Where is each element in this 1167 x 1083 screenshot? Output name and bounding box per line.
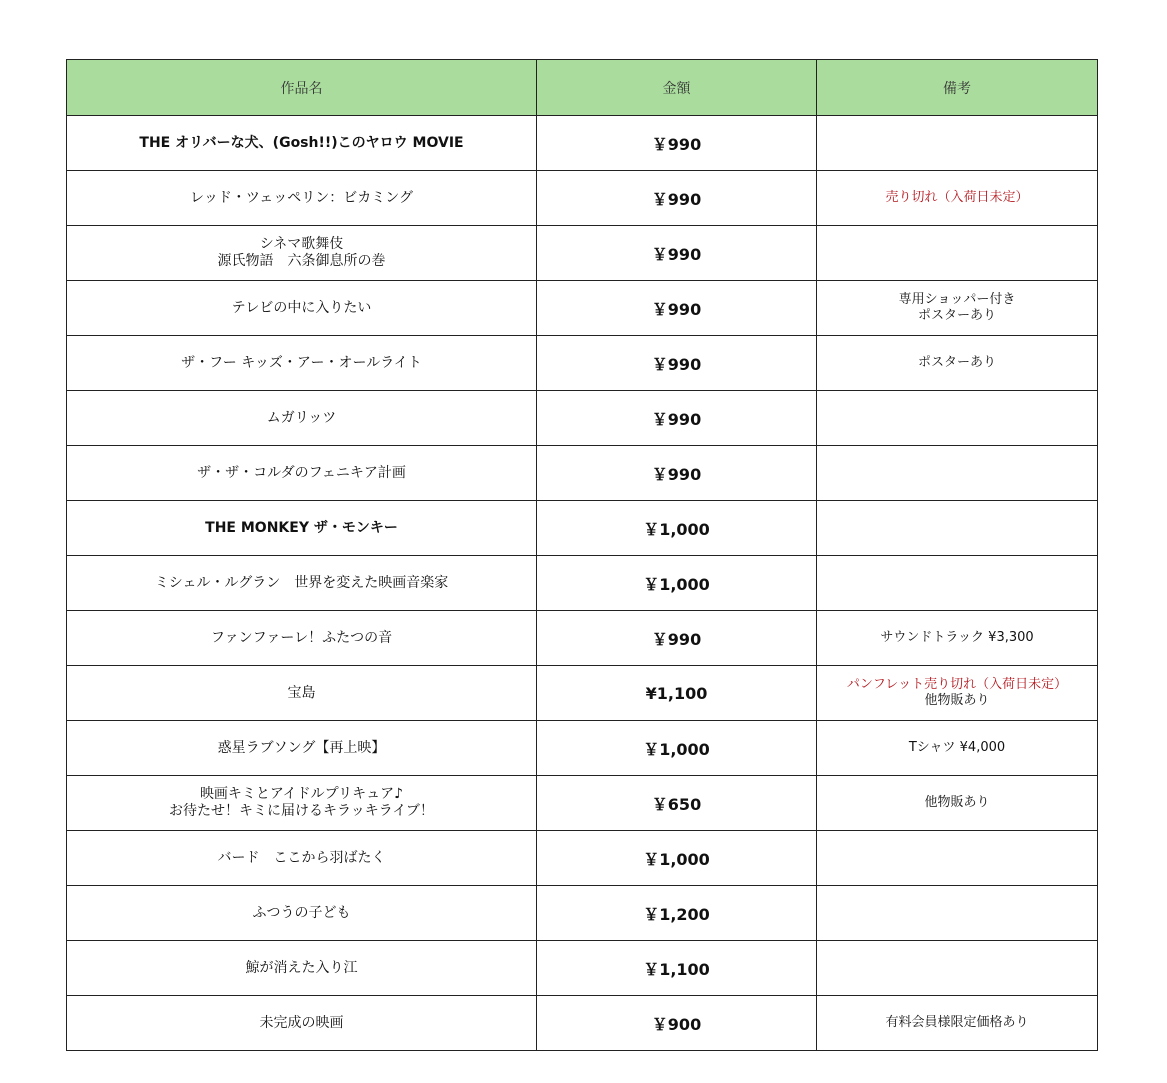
table-row <box>67 996 1098 1051</box>
title-line: テレビの中に入りたい <box>231 299 372 316</box>
note-line: ポスターあり <box>917 308 996 323</box>
note-alert: 売り切れ（入荷日未定） <box>885 190 1029 205</box>
note-cell <box>817 501 1098 556</box>
table-row <box>67 391 1098 446</box>
title-cell <box>67 886 537 941</box>
title-line: バード ここから羽ばたく <box>217 849 386 866</box>
price-cell: ￥1,100 <box>537 941 817 996</box>
table-row <box>67 281 1098 336</box>
header-price: 金額 <box>537 60 817 116</box>
title-cell <box>67 391 537 446</box>
note-cell <box>817 776 1098 831</box>
table-row <box>67 336 1098 391</box>
title-cell <box>67 226 537 281</box>
table-row <box>67 941 1098 996</box>
title-cell <box>67 721 537 776</box>
price-cell: ￥990 <box>537 336 817 391</box>
table-row <box>67 611 1098 666</box>
price-cell: ￥990 <box>537 116 817 171</box>
note-alert: パンフレット売り切れ（入荷日未定） <box>846 677 1068 692</box>
note-cell <box>817 116 1098 171</box>
title-cell <box>67 336 537 391</box>
table-row <box>67 501 1098 556</box>
title-line: THE オリバーな犬、(Gosh!!)このヤロウ MOVIE <box>139 134 464 151</box>
price-cell: ￥1,000 <box>537 721 817 776</box>
title-cell <box>67 776 537 831</box>
title-line: 宝島 <box>287 684 316 701</box>
note-line: Tシャツ ¥4,000 <box>908 740 1006 755</box>
table-row <box>67 171 1098 226</box>
title-line: ファンファーレ！ふたつの音 <box>210 629 393 646</box>
note-cell <box>817 336 1098 391</box>
header-note: 備考 <box>817 60 1098 116</box>
note-line: 専用ショッパー付き <box>898 292 1016 307</box>
note-line: 他物販あり <box>924 795 990 810</box>
note-cell <box>817 226 1098 281</box>
price-cell: ￥1,000 <box>537 501 817 556</box>
price-cell: ¥1,100 <box>537 666 817 721</box>
note-cell <box>817 941 1098 996</box>
note-cell <box>817 721 1098 776</box>
note-cell <box>817 611 1098 666</box>
price-cell: ￥1,000 <box>537 556 817 611</box>
title-line: ふつうの子ども <box>252 904 351 921</box>
table-row <box>67 556 1098 611</box>
title-line: THE MONKEY ザ・モンキー <box>205 519 398 536</box>
title-line: 源氏物語 六条御息所の巻 <box>217 253 386 269</box>
price-cell: ￥990 <box>537 391 817 446</box>
price-cell: ￥900 <box>537 996 817 1051</box>
title-cell <box>67 611 537 666</box>
title-line: ミシェル・ルグラン 世界を変えた映画音楽家 <box>154 574 449 591</box>
price-cell: ￥650 <box>537 776 817 831</box>
price-cell: ￥990 <box>537 611 817 666</box>
note-cell <box>817 886 1098 941</box>
note-cell <box>817 831 1098 886</box>
table-header <box>67 60 1098 116</box>
title-line: お待たせ！キミに届けるキラッキライブ！ <box>169 803 434 819</box>
note-line: 他物販あり <box>924 693 990 708</box>
title-cell <box>67 666 537 721</box>
title-line: 映画キミとアイドルプリキュア♪ <box>199 786 404 802</box>
table-row <box>67 116 1098 171</box>
title-line: 未完成の映画 <box>259 1014 344 1031</box>
title-cell <box>67 831 537 886</box>
note-line: サウンドトラック ¥3,300 <box>880 630 1034 645</box>
price-cell: ￥990 <box>537 446 817 501</box>
title-line: ザ・フー キッズ・アー・オールライト <box>181 354 422 371</box>
note-cell <box>817 171 1098 226</box>
title-line: シネマ歌舞伎 <box>259 236 344 252</box>
title-cell <box>67 501 537 556</box>
price-cell: ￥1,200 <box>537 886 817 941</box>
merchandise-price-table <box>66 59 1098 1051</box>
table-body <box>67 116 1098 1051</box>
table-row <box>67 721 1098 776</box>
table-row <box>67 831 1098 886</box>
title-line: ザ・ザ・コルダのフェニキア計画 <box>197 464 406 481</box>
note-cell <box>817 666 1098 721</box>
title-cell <box>67 171 537 226</box>
title-line: ムガリッツ <box>266 409 337 426</box>
title-cell <box>67 996 537 1051</box>
price-cell: ￥990 <box>537 281 817 336</box>
note-line: ポスターあり <box>917 355 996 370</box>
title-line: 惑星ラブソング【再上映】 <box>217 739 386 756</box>
price-cell: ￥990 <box>537 226 817 281</box>
price-cell: ￥1,000 <box>537 831 817 886</box>
title-cell <box>67 941 537 996</box>
table-row <box>67 226 1098 281</box>
note-cell <box>817 391 1098 446</box>
title-cell <box>67 556 537 611</box>
title-line: レッド・ツェッペリン：ビカミング <box>189 189 414 206</box>
header-title: 作品名 <box>67 60 537 116</box>
note-cell <box>817 556 1098 611</box>
note-cell <box>817 281 1098 336</box>
note-line: 有料会員様限定価格あり <box>885 1015 1029 1030</box>
table-row <box>67 666 1098 721</box>
header-row <box>67 60 1098 116</box>
price-cell: ￥990 <box>537 171 817 226</box>
table-row <box>67 886 1098 941</box>
note-cell <box>817 996 1098 1051</box>
note-cell <box>817 446 1098 501</box>
table-row <box>67 446 1098 501</box>
title-cell <box>67 446 537 501</box>
title-cell <box>67 116 537 171</box>
title-cell <box>67 281 537 336</box>
title-line: 鯨が消えた入り江 <box>245 959 358 976</box>
table-row <box>67 776 1098 831</box>
